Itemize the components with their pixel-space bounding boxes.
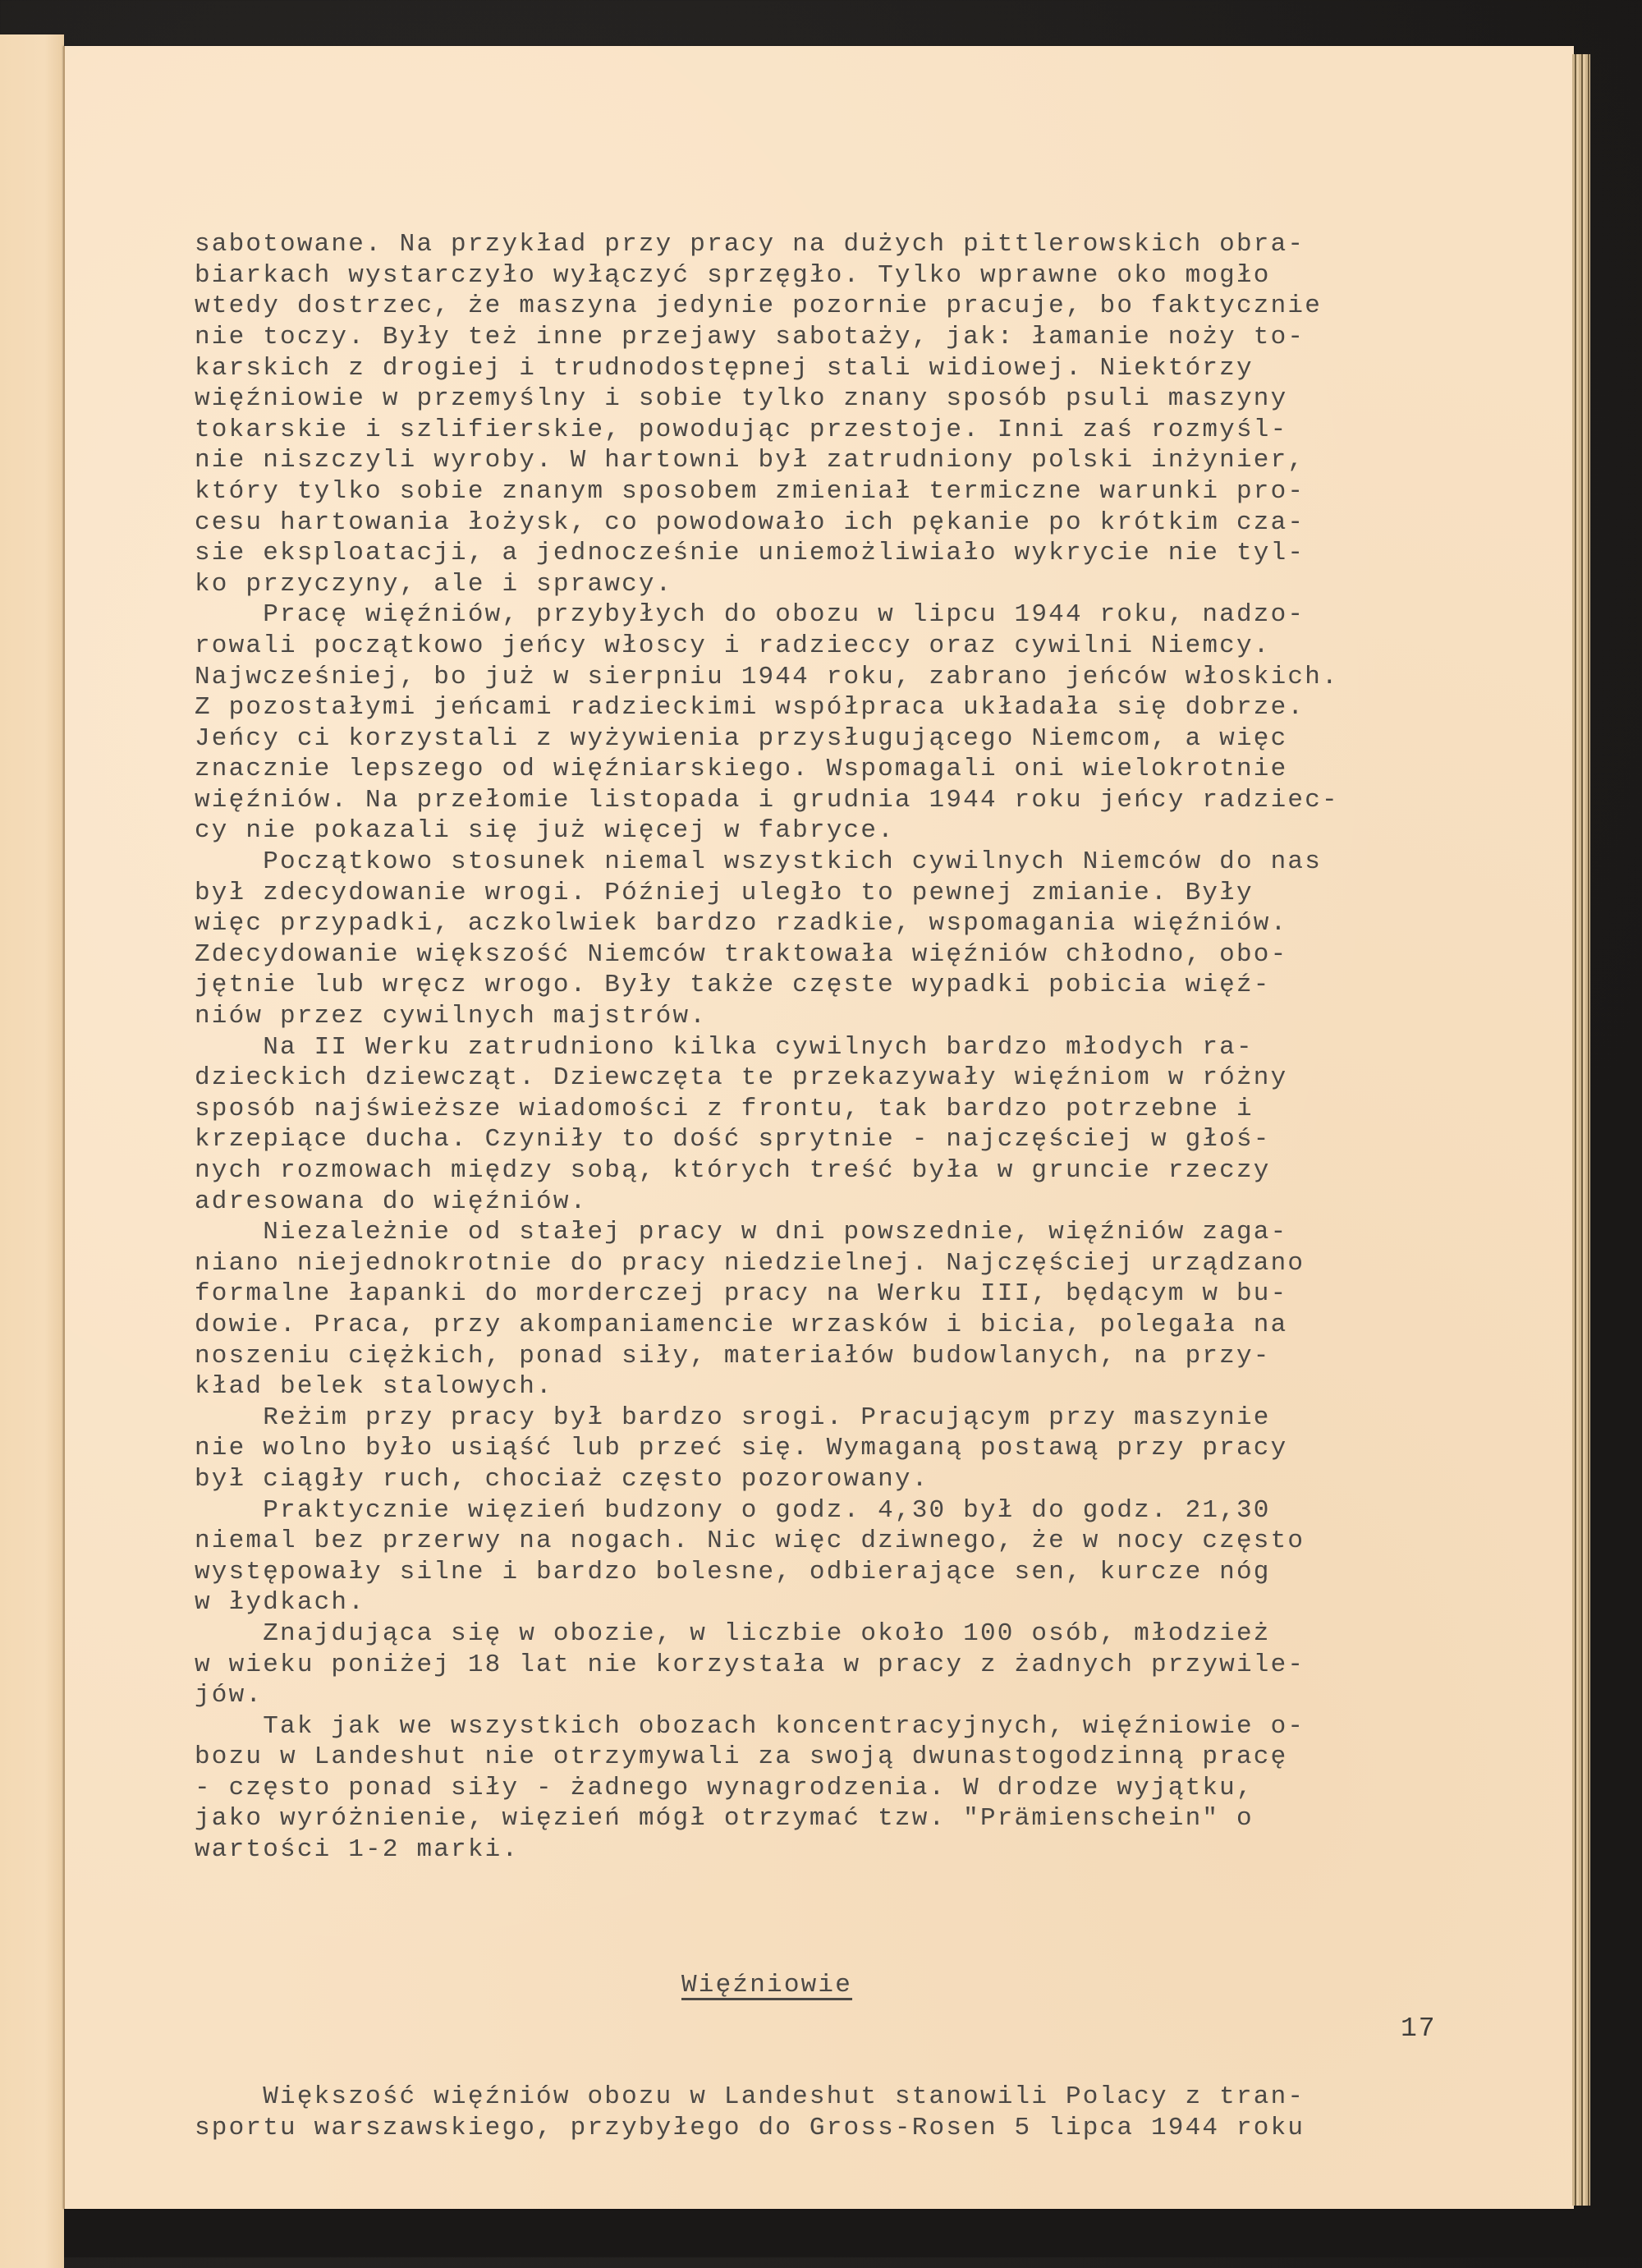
text-line: jako wyróżnienie, więzień mógł otrzymać tzw. "Prämienschein" o — [195, 1804, 1254, 1834]
previous-page-edge — [0, 34, 64, 2268]
text-line: Niezależnie od stałej pracy w dni powszednie, więźniów zaga- — [195, 1218, 1288, 1247]
text-line: nie toczy. Były też inne przejawy sabotaży, jak: łamanie noży to- — [195, 322, 1305, 351]
text-line: w wieku poniżej 18 lat nie korzystała w pracy z żadnych przywile- — [195, 1650, 1305, 1679]
text-line: więc przypadki, aczkolwiek bardzo rzadkie, wspomagania więźniów. — [195, 909, 1288, 939]
text-line: nych rozmowach między sobą, których treść była w gruncie rzeczy — [195, 1156, 1271, 1185]
text-line: w łydkach. — [195, 1588, 366, 1618]
text-line: dzieckich dziewcząt. Dziewczęta te przekazywały więźniom w różny — [195, 1063, 1288, 1093]
text-line: tokarskie i szlifierskie, powodując przestoje. Inni zaś rozmyśl- — [195, 415, 1288, 444]
text-line: Większość więźniów obozu w Landeshut stanowili Polacy z tran- — [195, 2082, 1305, 2112]
text-line: nie wolno było usiąść lub przeć się. Wymaganą postawą przy pracy — [195, 1434, 1288, 1463]
section-heading: Więźniowie — [681, 1970, 853, 1999]
text-line: Z pozostałymi jeńcami radzieckimi współpraca układała się dobrze. — [195, 693, 1305, 723]
text-line: karskich z drogiej i trudnodostępnej stali widiowej. Niektórzy — [195, 353, 1254, 383]
text-line: nie niszczyli wyroby. W hartowni był zatrudniony polski inżynier, — [195, 446, 1305, 475]
text-line: jów. — [195, 1681, 264, 1710]
text-line: biarkach wystarczyło wyłączyć sprzęgło. Tylko wprawne oko mogło — [195, 260, 1271, 290]
section-heading-block — [195, 1927, 1508, 2020]
text-line: noszeniu ciężkich, ponad siły, materiałów budowlanych, na przy- — [195, 1341, 1271, 1370]
text-line: sie eksploatacji, a jednocześnie uniemożliwiało wykrycie nie tyl- — [195, 539, 1305, 568]
text-line: rowali początkowo jeńcy włoscy i radzieccy oraz cywilni Niemcy. — [195, 631, 1271, 660]
text-line: formalne łapanki do morderczej pracy na Werku III, będącym w bu- — [195, 1279, 1288, 1309]
text-line: więźniów. Na przełomie listopada i grudnia 1944 roku jeńcy radziec- — [195, 785, 1339, 815]
text-line: cesu hartowania łożysk, co powodowało ich pękanie po krótkim cza- — [195, 507, 1305, 537]
text-line: Praktycznie więzień budzony o godz. 4,30 był do godz. 21,30 — [195, 1495, 1271, 1525]
text-line: więźniowie w przemyślny i sobie tylko znany sposób psuli maszyny — [195, 384, 1288, 414]
text-line: wartości 1-2 marki. — [195, 1835, 520, 1865]
text-line: niów przez cywilnych majstrów. — [195, 1002, 708, 1031]
text-line: sposób najświeższe wiadomości z frontu, tak bardzo potrzebne i — [195, 1094, 1254, 1123]
text-line: kład belek stalowych. — [195, 1372, 553, 1402]
page-number: 17 — [1401, 2013, 1437, 2044]
text-line: adresowana do więźniów. — [195, 1187, 588, 1216]
text-line: Początkowo stosunek niemal wszystkich cywilnych Niemców do nas — [195, 847, 1322, 877]
text-line: wtedy dostrzec, że maszyna jedynie pozornie pracuje, bo faktycznie — [195, 292, 1322, 321]
body-text-part1 — [195, 229, 1508, 1865]
text-line: był ciągły ruch, chociaż często pozorowany. — [195, 1464, 929, 1494]
text-line: Zdecydowanie większość Niemców traktowała więźniów chłodno, obo- — [195, 939, 1288, 969]
text-line: ko przyczyny, ale i sprawcy. — [195, 569, 673, 599]
text-line: Jeńcy ci korzystali z wyżywienia przysługującego Niemcom, a więc — [195, 723, 1288, 753]
text-line: Reżim przy pracy był bardzo srogi. Pracującym przy maszynie — [195, 1403, 1271, 1432]
text-line: który tylko sobie znanym sposobem zmieniał termiczne warunki pro- — [195, 476, 1305, 506]
typewritten-body — [195, 168, 1508, 2174]
text-line: Tak jak we wszystkich obozach koncentracyjnych, więźniowie o- — [195, 1711, 1305, 1741]
text-line: dowie. Praca, przy akompaniamencie wrzasków i bicia, polegała na — [195, 1310, 1288, 1339]
text-line: cy nie pokazali się już więcej w fabryce. — [195, 816, 895, 846]
text-line: niemal bez przerwy na nogach. Nic więc dziwnego, że w nocy często — [195, 1527, 1305, 1556]
text-line: znacznie lepszego od więźniarskiego. Wspomagali oni wielokrotnie — [195, 755, 1288, 784]
text-line: krzepiące ducha. Czyniły to dość sprytnie - najczęściej w głoś- — [195, 1125, 1271, 1155]
text-line: bozu w Landeshut nie otrzymywali za swoją dwunastogodzinną pracę — [195, 1742, 1288, 1772]
text-line: sportu warszawskiego, przybyłego do Gross-Rosen 5 lipca 1944 roku — [195, 2113, 1305, 2142]
text-line: był zdecydowanie wrogi. Później uległo to pewnej zmianie. Były — [195, 878, 1254, 907]
text-line: występowały silne i bardzo bolesne, odbierające sen, kurcze nóg — [195, 1557, 1271, 1586]
text-line: Znajdująca się w obozie, w liczbie około 100 osób, młodzież — [195, 1618, 1271, 1648]
text-line: niano niejednokrotnie do pracy niedzielnej. Najczęściej urządzano — [195, 1248, 1305, 1278]
body-text-part2 — [195, 2082, 1508, 2143]
text-line: Pracę więźniów, przybyłych do obozu w lipcu 1944 roku, nadzo- — [195, 600, 1305, 630]
text-line: - często ponad siły - żadnego wynagrodzenia. W drodze wyjątku, — [195, 1773, 1254, 1802]
text-line: Najwcześniej, bo już w sierpniu 1944 roku, zabrano jeńców włoskich. — [195, 662, 1339, 691]
text-line: jętnie lub wręcz wrogo. Były także częste wypadki pobicia więź- — [195, 971, 1271, 1000]
page-stack-edges — [1572, 54, 1590, 2206]
text-line: sabotowane. Na przykład przy pracy na dużych pittlerowskich obra- — [195, 230, 1305, 259]
text-line: Na II Werku zatrudniono kilka cywilnych bardzo młodych ra- — [195, 1032, 1254, 1062]
